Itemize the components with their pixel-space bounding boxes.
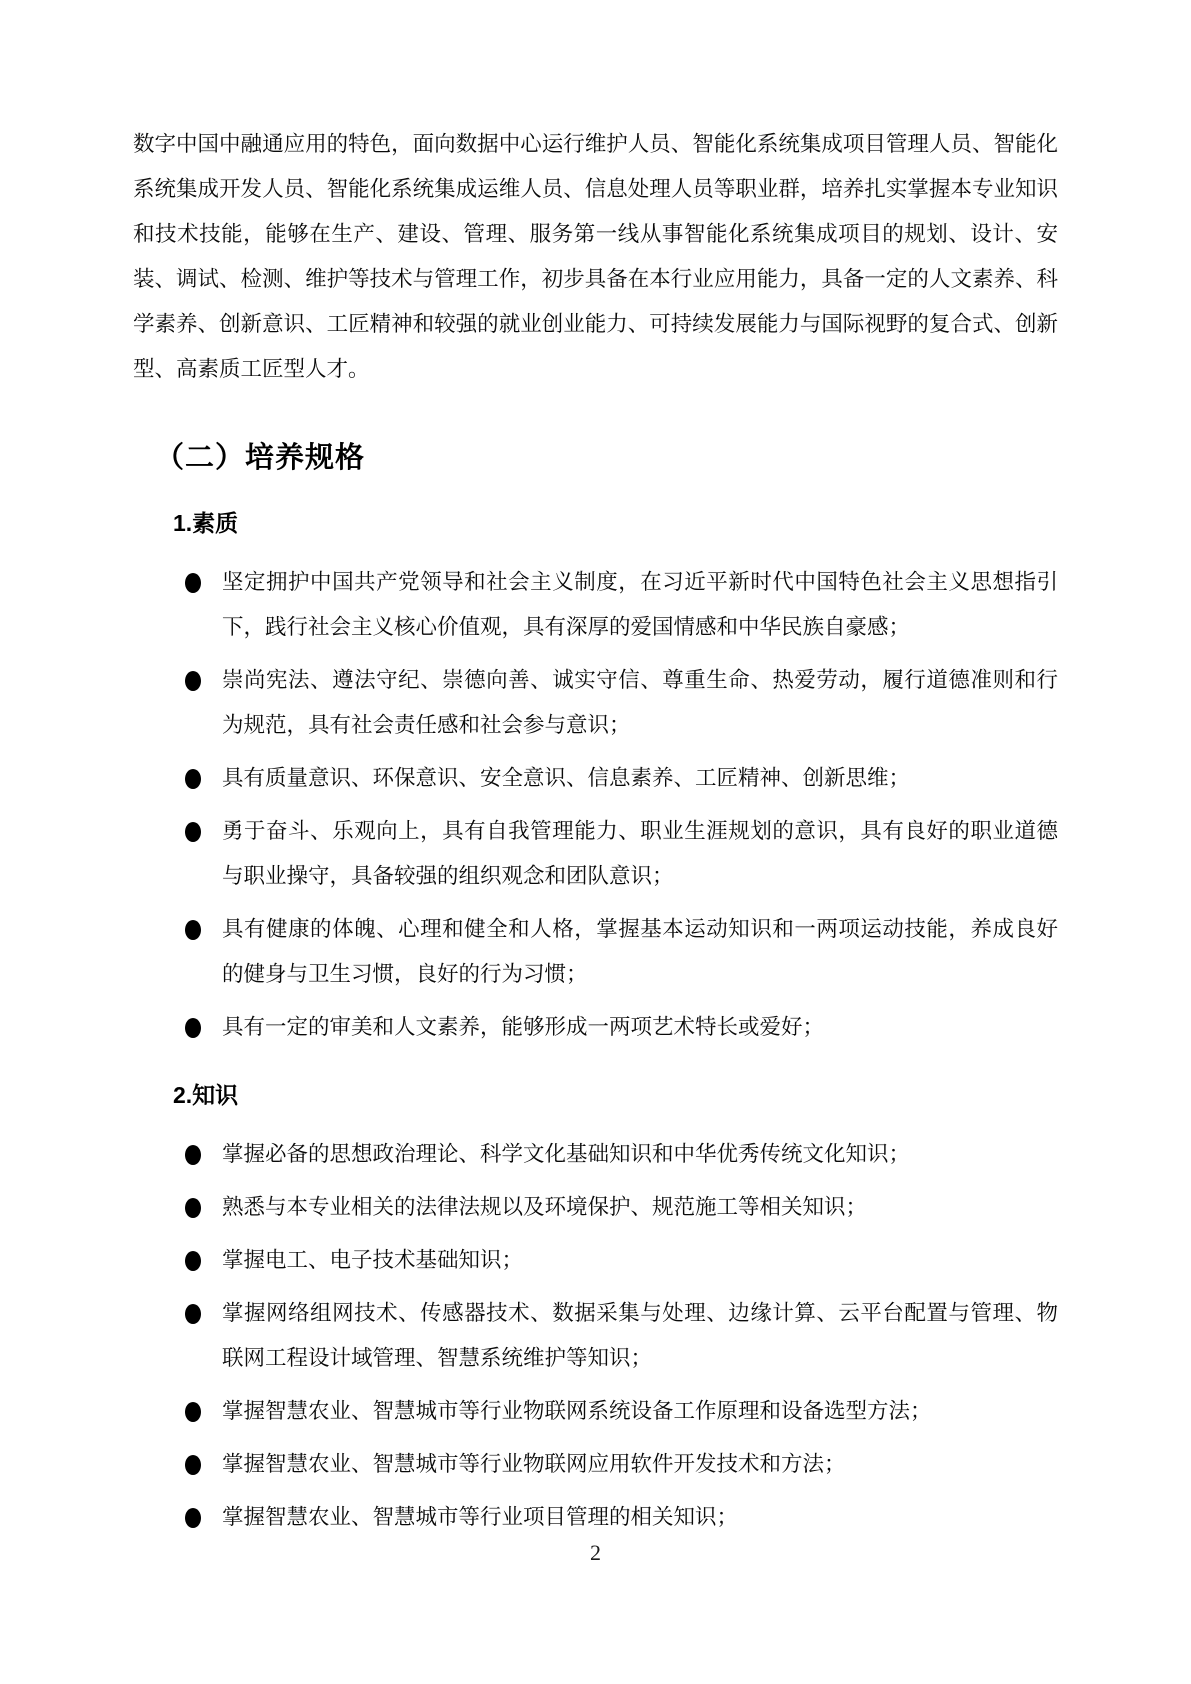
list-item <box>133 756 1058 801</box>
bullet-text: 具有质量意识、环保意识、安全意识、信息素养、工匠精神、创新思维； <box>222 766 911 790</box>
list-item <box>133 1005 1058 1050</box>
bullet-icon <box>185 1198 201 1218</box>
bullet-text: 熟悉与本专业相关的法律法规以及环境保护、规范施工等相关知识； <box>222 1195 868 1219</box>
list-item <box>133 658 1058 748</box>
bullet-icon <box>185 1402 201 1422</box>
knowledge-bullet-list <box>133 1132 1058 1540</box>
bullet-icon <box>185 1304 201 1324</box>
list-item <box>133 1495 1058 1540</box>
bullet-text: 具有健康的体魄、心理和健全和人格，掌握基本运动知识和一两项运动技能，养成良好的健身与卫生习惯，良好的行为习惯； <box>222 917 1058 986</box>
list-item <box>133 1442 1058 1487</box>
bullet-text: 掌握电工、电子技术基础知识； <box>222 1248 524 1272</box>
bullet-icon <box>185 1455 201 1475</box>
list-item <box>133 1238 1058 1283</box>
list-item <box>133 560 1058 650</box>
bullet-icon <box>185 1145 201 1165</box>
list-item <box>133 1291 1058 1381</box>
list-item <box>133 1389 1058 1434</box>
bullet-text: 勇于奋斗、乐观向上，具有自我管理能力、职业生涯规划的意识，具有良好的职业道德与职业操守，具备较强的组织观念和团队意识； <box>222 819 1058 888</box>
subsection-title-quality: 1.素质 <box>173 510 239 536</box>
list-item <box>133 1132 1058 1177</box>
subsection-title-knowledge: 2.知识 <box>173 1082 239 1108</box>
bullet-text: 掌握智慧农业、智慧城市等行业物联网系统设备工作原理和设备选型方法； <box>222 1399 932 1423</box>
bullet-icon <box>185 1251 201 1271</box>
quality-bullet-list <box>133 560 1058 1050</box>
bullet-icon <box>185 671 201 691</box>
bullet-icon <box>185 1508 201 1528</box>
bullet-text: 崇尚宪法、遵法守纪、崇德向善、诚实守信、尊重生命、热爱劳动，履行道德准则和行为规范，具有社会责任感和社会参与意识； <box>222 668 1058 737</box>
bullet-text: 掌握网络组网技术、传感器技术、数据采集与处理、边缘计算、云平台配置与管理、物联网工程设计域管理、智慧系统维护等知识； <box>222 1301 1058 1370</box>
intro-paragraph: 数字中国中融通应用的特色，面向数据中心运行维护人员、智能化系统集成项目管理人员、智能化系统集成开发人员、智能化系统集成运维人员、信息处理人员等职业群，培养扎实掌握本专业知识和技术技能，能够在生产、建设、管理、服务第一线从事智能化系统集成项目的规划、设计、安装、调试、检测、维护等技术与管理工作，初步具备在本行业应用能力，具备一定的人文素养、科学素养、创新意识、工匠精神和较强的就业创业能力、可持续发展能力与国际视野的复合式、创新型、高素质工匠型人才。 <box>133 132 1058 381</box>
bullet-icon <box>185 920 201 940</box>
bullet-icon <box>185 1018 201 1038</box>
section-heading: （二）培养规格 <box>155 442 366 474</box>
bullet-icon <box>185 769 201 789</box>
bullet-text: 掌握必备的思想政治理论、科学文化基础知识和中华优秀传统文化知识； <box>222 1142 911 1166</box>
list-item <box>133 1185 1058 1230</box>
list-item <box>133 809 1058 899</box>
bullet-text: 具有一定的审美和人文素养，能够形成一两项艺术特长或爱好； <box>222 1015 825 1039</box>
bullet-icon <box>185 573 201 593</box>
bullet-text: 掌握智慧农业、智慧城市等行业项目管理的相关知识； <box>222 1505 739 1529</box>
bullet-text: 掌握智慧农业、智慧城市等行业物联网应用软件开发技术和方法； <box>222 1452 846 1476</box>
list-item <box>133 907 1058 997</box>
bullet-text: 坚定拥护中国共产党领导和社会主义制度，在习近平新时代中国特色社会主义思想指引下，践行社会主义核心价值观，具有深厚的爱国情感和中华民族自豪感； <box>222 570 1058 639</box>
page-number: 2 <box>590 1540 601 1565</box>
bullet-icon <box>185 822 201 842</box>
